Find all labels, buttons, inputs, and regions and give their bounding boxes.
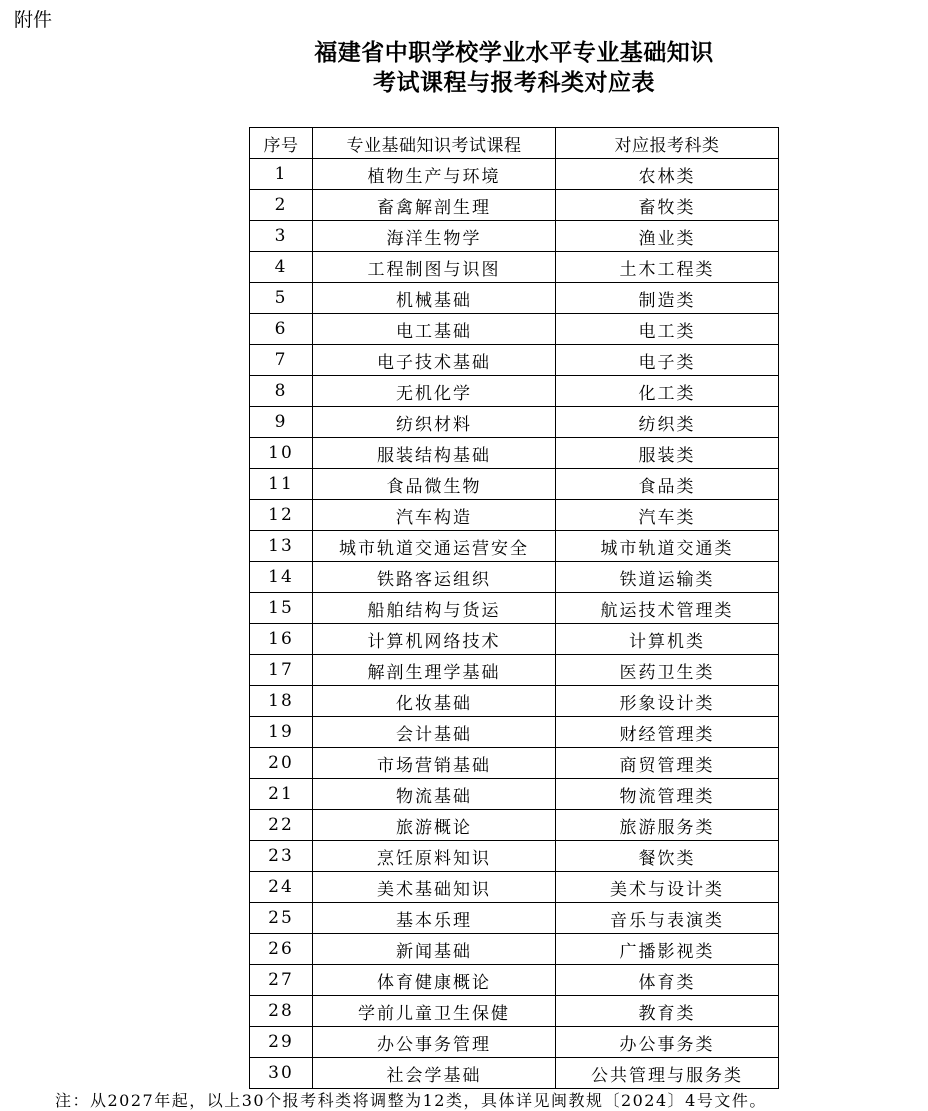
row-exam-course: 化妆基础 bbox=[313, 686, 556, 717]
row-exam-category: 计算机类 bbox=[556, 624, 779, 655]
row-exam-category: 农林类 bbox=[556, 159, 779, 190]
row-exam-course: 电子技术基础 bbox=[313, 345, 556, 376]
table-row bbox=[250, 562, 779, 593]
row-serial-number: 22 bbox=[250, 810, 313, 841]
table-row bbox=[250, 438, 779, 469]
table-row bbox=[250, 283, 779, 314]
row-serial-number: 11 bbox=[250, 469, 313, 500]
row-exam-category: 汽车类 bbox=[556, 500, 779, 531]
row-exam-category: 土木工程类 bbox=[556, 252, 779, 283]
row-serial-number: 13 bbox=[250, 531, 313, 562]
row-exam-category: 商贸管理类 bbox=[556, 748, 779, 779]
row-exam-category: 纺织类 bbox=[556, 407, 779, 438]
table-row bbox=[250, 903, 779, 934]
row-exam-course: 食品微生物 bbox=[313, 469, 556, 500]
row-serial-number: 3 bbox=[250, 221, 313, 252]
row-serial-number: 1 bbox=[250, 159, 313, 190]
table-row bbox=[250, 593, 779, 624]
row-exam-course: 工程制图与识图 bbox=[313, 252, 556, 283]
row-exam-course: 体育健康概论 bbox=[313, 965, 556, 996]
row-serial-number: 29 bbox=[250, 1027, 313, 1058]
row-exam-category: 航运技术管理类 bbox=[556, 593, 779, 624]
row-exam-course: 社会学基础 bbox=[313, 1058, 556, 1089]
table-row bbox=[250, 996, 779, 1027]
table-row bbox=[250, 810, 779, 841]
row-exam-category: 餐饮类 bbox=[556, 841, 779, 872]
table-row bbox=[250, 1027, 779, 1058]
row-exam-category: 服装类 bbox=[556, 438, 779, 469]
row-exam-course: 船舶结构与货运 bbox=[313, 593, 556, 624]
header-serial-number: 序号 bbox=[250, 128, 313, 159]
row-exam-course: 海洋生物学 bbox=[313, 221, 556, 252]
row-exam-category: 电子类 bbox=[556, 345, 779, 376]
row-serial-number: 2 bbox=[250, 190, 313, 221]
table-header-row bbox=[250, 128, 779, 159]
row-exam-category: 音乐与表演类 bbox=[556, 903, 779, 934]
row-exam-category: 物流管理类 bbox=[556, 779, 779, 810]
row-serial-number: 26 bbox=[250, 934, 313, 965]
table-row bbox=[250, 717, 779, 748]
row-exam-category: 制造类 bbox=[556, 283, 779, 314]
table-row bbox=[250, 1058, 779, 1089]
course-category-table bbox=[249, 127, 779, 1089]
row-exam-course: 计算机网络技术 bbox=[313, 624, 556, 655]
row-exam-course: 无机化学 bbox=[313, 376, 556, 407]
table-row bbox=[250, 345, 779, 376]
table-row bbox=[250, 221, 779, 252]
row-exam-course: 市场营销基础 bbox=[313, 748, 556, 779]
row-serial-number: 21 bbox=[250, 779, 313, 810]
row-serial-number: 4 bbox=[250, 252, 313, 283]
row-exam-category: 渔业类 bbox=[556, 221, 779, 252]
row-exam-course: 学前儿童卫生保健 bbox=[313, 996, 556, 1027]
row-serial-number: 15 bbox=[250, 593, 313, 624]
row-serial-number: 10 bbox=[250, 438, 313, 469]
table-row bbox=[250, 407, 779, 438]
table-row bbox=[250, 934, 779, 965]
row-exam-course: 解剖生理学基础 bbox=[313, 655, 556, 686]
row-serial-number: 7 bbox=[250, 345, 313, 376]
row-exam-category: 公共管理与服务类 bbox=[556, 1058, 779, 1089]
row-exam-course: 美术基础知识 bbox=[313, 872, 556, 903]
row-exam-category: 形象设计类 bbox=[556, 686, 779, 717]
row-serial-number: 8 bbox=[250, 376, 313, 407]
table-row bbox=[250, 469, 779, 500]
row-exam-category: 食品类 bbox=[556, 469, 779, 500]
row-exam-category: 医药卫生类 bbox=[556, 655, 779, 686]
row-exam-category: 化工类 bbox=[556, 376, 779, 407]
row-exam-category: 城市轨道交通类 bbox=[556, 531, 779, 562]
row-serial-number: 19 bbox=[250, 717, 313, 748]
table-row bbox=[250, 748, 779, 779]
table-row bbox=[250, 500, 779, 531]
row-exam-course: 会计基础 bbox=[313, 717, 556, 748]
row-exam-course: 基本乐理 bbox=[313, 903, 556, 934]
row-exam-course: 烹饪原料知识 bbox=[313, 841, 556, 872]
table-row bbox=[250, 965, 779, 996]
row-serial-number: 6 bbox=[250, 314, 313, 345]
row-serial-number: 17 bbox=[250, 655, 313, 686]
row-serial-number: 16 bbox=[250, 624, 313, 655]
header-exam-category: 对应报考科类 bbox=[556, 128, 779, 159]
table-row bbox=[250, 159, 779, 190]
row-exam-category: 铁道运输类 bbox=[556, 562, 779, 593]
row-exam-category: 办公事务类 bbox=[556, 1027, 779, 1058]
row-exam-course: 纺织材料 bbox=[313, 407, 556, 438]
row-exam-course: 汽车构造 bbox=[313, 500, 556, 531]
row-exam-course: 新闻基础 bbox=[313, 934, 556, 965]
document-title-line-1: 福建省中职学校学业水平专业基础知识 bbox=[314, 39, 714, 66]
row-exam-course: 铁路客运组织 bbox=[313, 562, 556, 593]
row-serial-number: 12 bbox=[250, 500, 313, 531]
row-serial-number: 27 bbox=[250, 965, 313, 996]
document-title-line-2: 考试课程与报考科类对应表 bbox=[373, 69, 655, 96]
row-serial-number: 30 bbox=[250, 1058, 313, 1089]
row-exam-category: 电工类 bbox=[556, 314, 779, 345]
row-exam-category: 广播影视类 bbox=[556, 934, 779, 965]
table-row bbox=[250, 655, 779, 686]
row-exam-category: 体育类 bbox=[556, 965, 779, 996]
table-row bbox=[250, 686, 779, 717]
table-row bbox=[250, 841, 779, 872]
row-exam-course: 物流基础 bbox=[313, 779, 556, 810]
row-serial-number: 20 bbox=[250, 748, 313, 779]
table-row bbox=[250, 531, 779, 562]
row-exam-course: 机械基础 bbox=[313, 283, 556, 314]
row-serial-number: 28 bbox=[250, 996, 313, 1027]
row-exam-category: 财经管理类 bbox=[556, 717, 779, 748]
header-exam-course: 专业基础知识考试课程 bbox=[313, 128, 556, 159]
attachment-label: 附件 bbox=[14, 9, 53, 31]
row-exam-course: 畜禽解剖生理 bbox=[313, 190, 556, 221]
row-exam-course: 旅游概论 bbox=[313, 810, 556, 841]
row-exam-category: 教育类 bbox=[556, 996, 779, 1027]
table-row bbox=[250, 376, 779, 407]
row-exam-course: 办公事务管理 bbox=[313, 1027, 556, 1058]
row-serial-number: 18 bbox=[250, 686, 313, 717]
row-exam-course: 服装结构基础 bbox=[313, 438, 556, 469]
footnote: 注：从2027年起，以上30个报考科类将调整为12类，具体详见闽教规〔2024〕4号文件。 bbox=[55, 1091, 767, 1110]
table-row bbox=[250, 314, 779, 345]
row-serial-number: 25 bbox=[250, 903, 313, 934]
row-exam-category: 畜牧类 bbox=[556, 190, 779, 221]
table-row bbox=[250, 190, 779, 221]
row-exam-course: 电工基础 bbox=[313, 314, 556, 345]
row-serial-number: 23 bbox=[250, 841, 313, 872]
row-exam-course: 植物生产与环境 bbox=[313, 159, 556, 190]
row-exam-category: 旅游服务类 bbox=[556, 810, 779, 841]
row-serial-number: 14 bbox=[250, 562, 313, 593]
table-row bbox=[250, 779, 779, 810]
table-row bbox=[250, 252, 779, 283]
row-serial-number: 9 bbox=[250, 407, 313, 438]
table-row bbox=[250, 624, 779, 655]
row-serial-number: 24 bbox=[250, 872, 313, 903]
table-row bbox=[250, 872, 779, 903]
row-exam-course: 城市轨道交通运营安全 bbox=[313, 531, 556, 562]
row-exam-category: 美术与设计类 bbox=[556, 872, 779, 903]
row-serial-number: 5 bbox=[250, 283, 313, 314]
